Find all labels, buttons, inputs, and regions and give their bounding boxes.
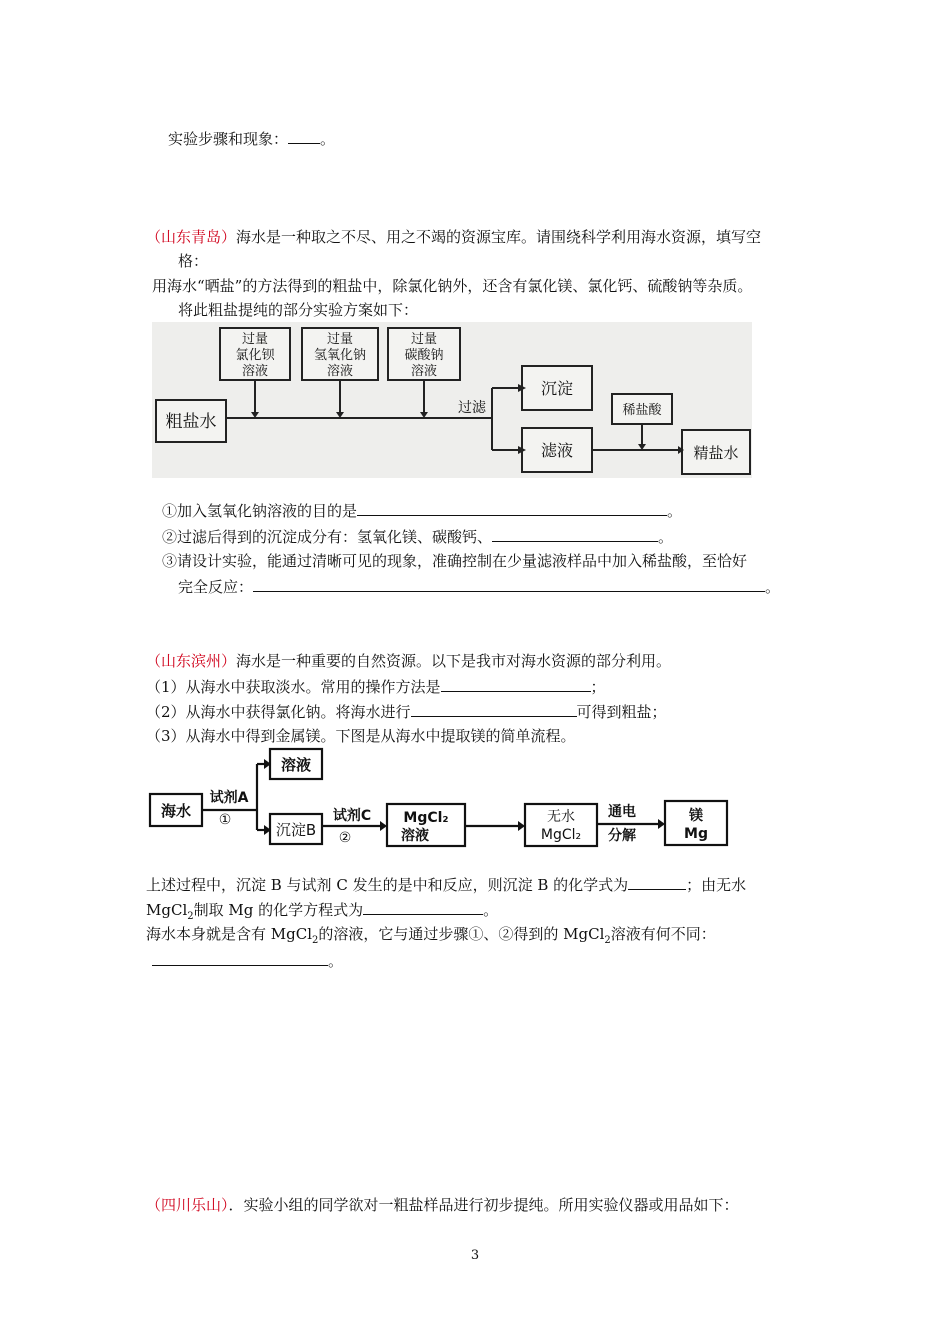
answer-blank[interactable] <box>253 576 765 592</box>
experiment-steps-line: 实验步骤和现象： 。 <box>168 130 336 148</box>
step-1-label: ① <box>218 812 232 828</box>
answer-blank[interactable] <box>411 701 577 717</box>
source-tag: （山东滨州） <box>146 652 237 670</box>
reagent-a-label: 试剂A <box>209 790 249 806</box>
mgcl2-label: MgCl₂ <box>403 810 449 826</box>
qingdao-intro-line-2: 格： <box>178 252 209 270</box>
reagent3-line2: 碳酸钠 <box>404 348 444 363</box>
crude-salt-water-label: 粗盐水 <box>165 412 217 432</box>
anhydrous-label: 无水 <box>547 809 575 825</box>
reagent1-line2: 氯化钡 <box>235 348 275 363</box>
answer-blank[interactable] <box>357 500 667 516</box>
answer-blank[interactable] <box>441 676 591 692</box>
salt-purification-diagram <box>152 322 752 482</box>
answer-blank[interactable] <box>288 128 320 144</box>
dilute-hcl-label: 稀盐酸 <box>622 403 662 418</box>
mgcl2-solution-label: 溶液 <box>401 828 429 844</box>
filter-label: 过滤 <box>458 400 486 416</box>
magnesium-extraction-diagram <box>145 746 735 860</box>
reagent3-line3: 溶液 <box>410 364 438 379</box>
solution-label: 溶液 <box>280 756 312 774</box>
reagent3-line1: 过量 <box>410 332 438 347</box>
reagent-c-label: 试剂C <box>332 808 372 824</box>
seawater-label: 海水 <box>160 802 192 820</box>
binzhou-paragraph-3: 海水本身就是含有 MgCl$_2$的溶液，它与通过步骤①、②得到的 MgCl$_2$溶液有何不同： <box>146 925 716 946</box>
answer-blank[interactable] <box>492 526 658 542</box>
mg-symbol-label: Mg <box>684 826 708 842</box>
binzhou-question-2: （2）从海水中获得氯化钠。将海水进行 可得到粗盐； <box>146 703 667 721</box>
reagent1-line3: 溶液 <box>241 364 269 379</box>
source-tag: （四川乐山） <box>146 1196 229 1214</box>
qingdao-intro-line-4: 将此粗盐提纯的部分实验方案如下： <box>178 301 419 319</box>
decompose-label: 分解 <box>608 828 636 844</box>
source-tag: （山东青岛） <box>146 228 237 246</box>
precipitate-label: 沉淀 <box>540 379 574 398</box>
refined-salt-water-label: 精盐水 <box>693 444 739 462</box>
reagent1-line1: 过量 <box>241 332 269 347</box>
qingdao-question-2: ②过滤后得到的沉淀成分有：氢氧化镁、碳酸钙、 。 <box>162 528 674 546</box>
precipitate-b-label: 沉淀B <box>275 821 317 839</box>
binzhou-question-1: （1）从海水中获取淡水。常用的操作方法是 ； <box>146 678 606 696</box>
step-2-label: ② <box>338 830 352 846</box>
qingdao-question-3: ③请设计实验，能通过清晰可见的现象，准确控制在少量滤液样品中加入稀盐酸，至恰好 <box>162 552 748 570</box>
answer-blank[interactable] <box>363 899 483 915</box>
qingdao-question-3-answer: 完全反应： 。 <box>178 578 781 596</box>
reagent2-line3: 溶液 <box>326 364 354 379</box>
filtrate-label: 滤液 <box>540 441 574 460</box>
leshan-intro-line: （四川乐山）．实验小组的同学欲对一粗盐样品进行初步提纯。所用实验仪器或用品如下： <box>146 1196 739 1214</box>
reagent2-line2: 氢氧化钠 <box>313 348 367 363</box>
reagent2-line1: 过量 <box>326 332 354 347</box>
binzhou-question-3: （3）从海水中得到金属镁。下图是从海水中提取镁的简单流程。 <box>146 727 576 745</box>
answer-blank[interactable] <box>152 950 328 966</box>
anhydrous-mgcl2-label: MgCl₂ <box>540 827 582 843</box>
qingdao-intro-line: （山东青岛）海水是一种取之不尽、用之不竭的资源宝库。请围绕科学利用海水资源，填写空 <box>146 228 762 246</box>
binzhou-paragraph-1: 上述过程中，沉淀 B 与试剂 C 发生的是中和反应，则沉淀 B 的化学式为 ；由无水 <box>146 876 747 894</box>
binzhou-paragraph-2: MgCl$_2$制取 Mg 的化学方程式为 。 <box>146 901 499 922</box>
qingdao-question-1: ①加入氢氧化钠溶液的目的是 。 <box>162 502 683 520</box>
electrolysis-label: 通电 <box>608 804 636 820</box>
qingdao-intro-line-3: 用海水“晒盐”的方法得到的粗盐中，除氯化钠外，还含有氯化镁、氯化钙、硫酸钠等杂质。 <box>152 277 753 295</box>
binzhou-intro-line: （山东滨州）海水是一种重要的自然资源。以下是我市对海水资源的部分利用。 <box>146 652 672 670</box>
binzhou-paragraph-4: 。 <box>152 950 343 971</box>
answer-blank[interactable] <box>628 874 686 890</box>
page-number: 3 <box>470 1248 480 1263</box>
magnesium-label: 镁 <box>689 808 703 824</box>
